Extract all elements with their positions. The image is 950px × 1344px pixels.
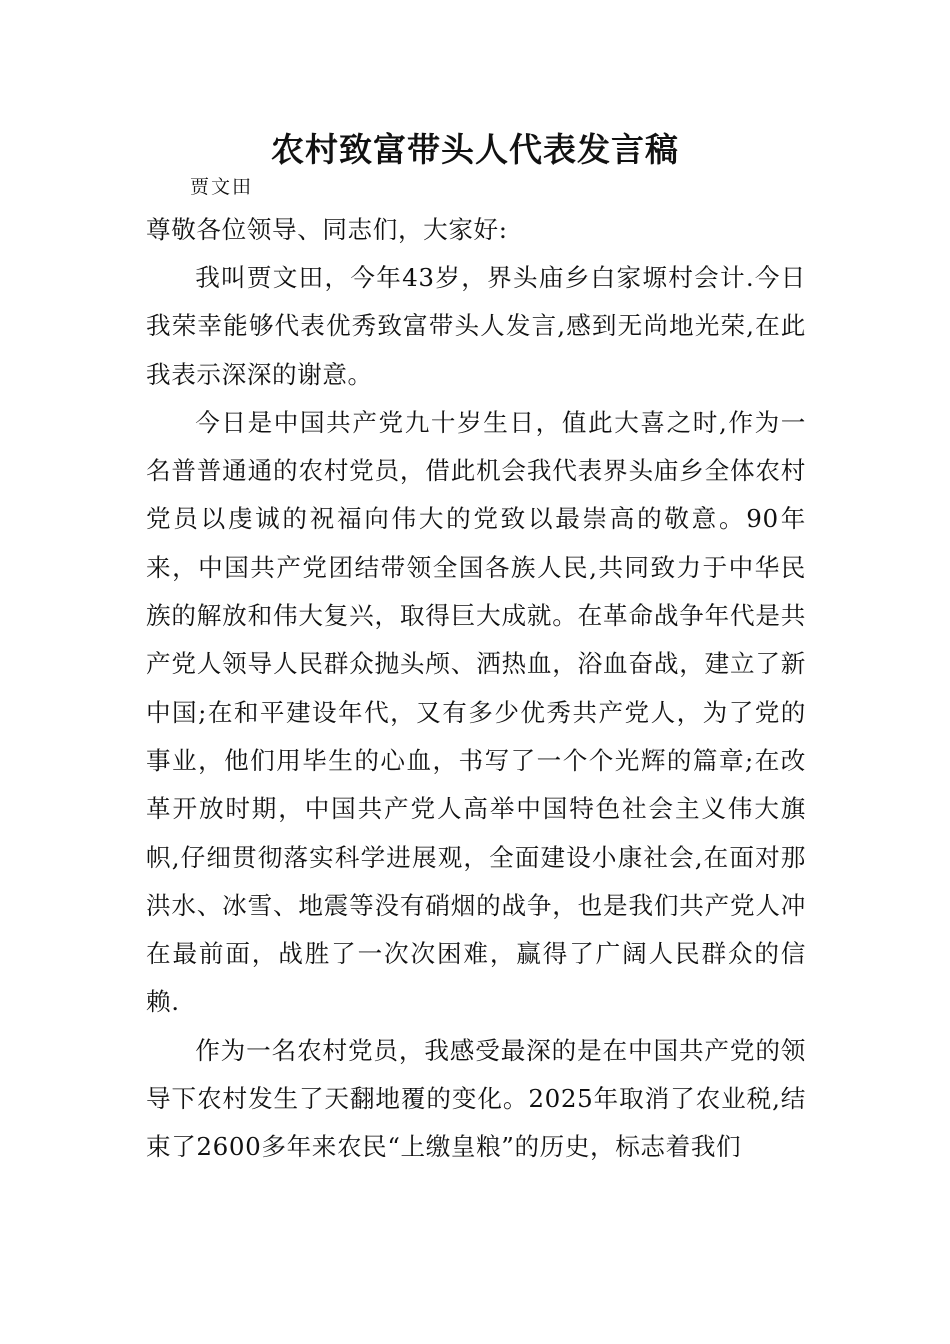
document-body [146,254,806,1172]
paragraph: 作为一名农村党员，我感受最深的是在中国共产党的领导下农村发生了天翻地覆的变化。2025年取消了农业税,结束了2600多年来农民“上缴皇粮”的历史，标志着我们 [146,1035,806,1162]
greeting: 尊敬各位领导、同志们，大家好: [146,215,508,244]
document-title: 农村致富带头人代表发言稿 [271,130,679,169]
author-name: 贾文田 [190,176,254,198]
paragraph: 今日是中国共产党九十岁生日，值此大喜之时,作为一名普普通通的农村党员，借此机会我代表界头庙乡全体农村党员以虔诚的祝福向伟大的党致以最崇高的敬意。90年来，中国共产党团结带领全国各族人民,共同致力于中华民族的解放和伟大复兴，取得巨大成就。在革命战争年代是共产党人领导人民群众抛头颅、洒热血，浴血奋战，建立了新中国;在和平建设年代，又有多少优秀共产党人，为了党的事业，他们用毕生的心血，书写了一个个光辉的篇章;在改革开放时期，中国共产党人高举中国特色社会主义伟大旗帜,仔细贯彻落实科学进展观，全面建设小康社会,在面对那洪水、冰雪、地震等没有硝烟的战争，也是我们共产党人冲在最前面，战胜了一次次困难，赢得了广阔人民群众的信赖. [146,407,806,1017]
paragraph: 我叫贾文田，今年43岁，界头庙乡白家塬村会计.今日我荣幸能够代表优秀致富带头人发言,感到无尚地光荣,在此我表示深深的谢意。 [146,263,806,389]
